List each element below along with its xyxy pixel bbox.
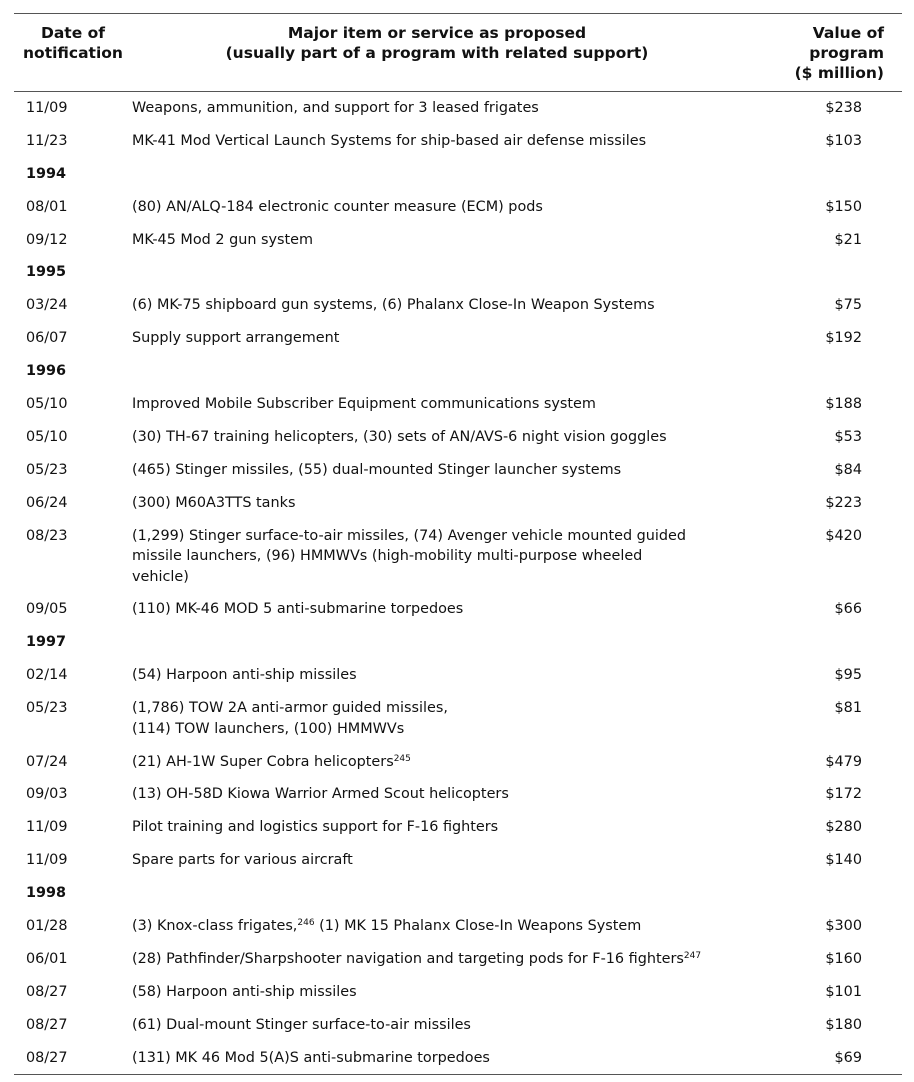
item-cell xyxy=(132,976,742,1009)
value-cell: $300 xyxy=(825,917,862,934)
table-row xyxy=(14,421,902,454)
table-row xyxy=(14,191,902,224)
year-row xyxy=(14,158,902,191)
item-cell xyxy=(132,224,742,257)
date-cell: 08/27 xyxy=(26,983,68,1000)
item-description: Weapons, ammunition, and support for 3 leased frigates xyxy=(132,100,539,116)
table-row xyxy=(14,593,902,626)
item-cell xyxy=(132,692,742,745)
table-row xyxy=(14,322,902,355)
date-cell: 03/24 xyxy=(26,297,68,314)
value-cell: $479 xyxy=(825,753,862,770)
value-cell: $192 xyxy=(825,330,862,347)
item-cell xyxy=(132,746,742,779)
item-description: (3) Knox-class frigates, xyxy=(132,917,298,934)
value-cell: $75 xyxy=(834,297,862,314)
date-cell: 08/01 xyxy=(26,198,68,215)
item-cell xyxy=(132,388,742,421)
value-cell: $172 xyxy=(825,786,862,803)
item-description: (58) Harpoon anti-ship missiles xyxy=(132,983,357,1000)
item-cell xyxy=(132,92,742,125)
header-item: Major item or service as proposed (usually part of a program with related support) xyxy=(225,24,649,62)
value-cell: $238 xyxy=(825,100,862,116)
date-cell: 05/23 xyxy=(26,461,68,478)
item-cell xyxy=(132,487,742,520)
item-cell xyxy=(132,191,742,224)
value-cell: $150 xyxy=(825,198,862,215)
value-cell: $53 xyxy=(834,428,862,445)
item-description: Improved Mobile Subscriber Equipment communications system xyxy=(132,396,596,413)
value-cell: $223 xyxy=(825,494,862,511)
item-cell xyxy=(132,593,742,626)
value-cell: $140 xyxy=(825,852,862,869)
table-row xyxy=(14,224,902,257)
table-row xyxy=(14,943,902,976)
date-cell: 07/24 xyxy=(26,753,68,770)
item-cell xyxy=(132,520,742,594)
year-label: 1998 xyxy=(26,885,67,902)
item-description: (465) Stinger missiles, (55) dual-mounted Stinger launcher systems xyxy=(132,461,622,478)
date-cell: 05/10 xyxy=(26,428,68,445)
table-row xyxy=(14,125,902,158)
date-cell: 11/09 xyxy=(26,852,68,869)
header-row xyxy=(14,14,902,92)
item-description: Spare parts for various aircraft xyxy=(132,852,353,869)
item-description: Supply support arrangement xyxy=(132,330,340,347)
value-cell: $69 xyxy=(742,1042,902,1075)
footnote-ref: 245 xyxy=(393,753,411,764)
value-cell: $81 xyxy=(834,700,862,717)
header-date: Date of notification xyxy=(23,24,123,62)
date-cell: 11/09 xyxy=(26,100,68,116)
item-description: (6) MK-75 shipboard gun systems, (6) Phalanx Close-In Weapon Systems xyxy=(132,297,655,314)
date-cell: 08/23 xyxy=(26,527,68,544)
item-description: (1,786) TOW 2A anti-armor guided missiles, (114) TOW launchers, (100) HMMWVs xyxy=(132,700,448,737)
item-description-cont: (1) MK 15 Phalanx Close-In Weapons System xyxy=(314,917,642,934)
date-cell: 06/24 xyxy=(26,494,68,511)
item-cell xyxy=(132,811,742,844)
date-cell: 11/09 xyxy=(26,819,68,836)
year-row xyxy=(14,877,902,910)
value-cell: $84 xyxy=(834,461,862,478)
footnote-ref: 247 xyxy=(683,950,702,961)
year-row xyxy=(14,355,902,388)
date-cell: 09/05 xyxy=(26,601,68,618)
value-cell: $280 xyxy=(825,819,862,836)
value-cell: $103 xyxy=(825,132,862,149)
footnote-ref: 246 xyxy=(297,917,315,928)
item-description: (1,299) Stinger surface-to-air missiles, (74) Avenger vehicle mounted guided missile launchers, (96) HMMWVs (high-mobility multi-purpose wheeled vehicle) xyxy=(132,527,687,585)
item-cell xyxy=(132,1009,742,1042)
date-cell: 09/03 xyxy=(26,786,68,803)
date-cell: 09/12 xyxy=(26,231,68,248)
table-row xyxy=(14,692,902,745)
header-value: Value of program ($ million) xyxy=(794,24,884,82)
item-cell xyxy=(132,778,742,811)
item-description: (30) TH-67 training helicopters, (30) sets of AN/AVS-6 night vision goggles xyxy=(132,428,667,445)
table-header xyxy=(14,14,902,92)
item-description: (21) AH-1W Super Cobra helicopters xyxy=(132,753,394,770)
table-row xyxy=(14,520,902,594)
item-description: (80) AN/ALQ-184 electronic counter measure (ECM) pods xyxy=(132,198,543,215)
item-cell xyxy=(132,125,742,158)
year-row xyxy=(14,626,902,659)
date-cell: 08/27 xyxy=(26,1016,68,1033)
date-cell: 06/07 xyxy=(26,330,68,347)
table-row xyxy=(14,811,902,844)
table-row xyxy=(14,1042,902,1075)
date-cell: 02/14 xyxy=(26,667,68,684)
table-row xyxy=(14,844,902,877)
item-description: Pilot training and logistics support for F-16 fighters xyxy=(132,819,499,836)
item-cell xyxy=(132,844,742,877)
table-row xyxy=(14,1009,902,1042)
year-row xyxy=(14,256,902,289)
table-row xyxy=(14,388,902,421)
table-row xyxy=(14,976,902,1009)
value-cell: $180 xyxy=(825,1016,862,1033)
date-cell: 05/10 xyxy=(26,396,68,413)
arms-sales-table xyxy=(14,13,902,1075)
table-row xyxy=(14,289,902,322)
year-label: 1996 xyxy=(26,363,67,380)
item-description: (300) M60A3TTS tanks xyxy=(132,494,296,511)
item-description: MK-45 Mod 2 gun system xyxy=(132,231,314,248)
year-label: 1995 xyxy=(26,264,67,281)
value-cell: $21 xyxy=(834,231,862,248)
date-cell: 06/01 xyxy=(26,950,68,967)
item-cell xyxy=(132,421,742,454)
item-description: (110) MK-46 MOD 5 anti-submarine torpedoes xyxy=(132,601,464,618)
value-cell: $101 xyxy=(825,983,862,1000)
item-description: (61) Dual-mount Stinger surface-to-air missiles xyxy=(132,1016,471,1033)
year-label: 1994 xyxy=(26,165,67,182)
table-row xyxy=(14,659,902,692)
value-cell: $95 xyxy=(834,667,862,684)
item-cell xyxy=(132,1042,742,1075)
date-cell: 01/28 xyxy=(26,917,68,934)
table-row xyxy=(14,746,902,779)
value-cell: $188 xyxy=(825,396,862,413)
item-cell xyxy=(132,454,742,487)
table-row xyxy=(14,910,902,943)
year-label: 1997 xyxy=(26,634,67,651)
item-description: MK-41 Mod Vertical Launch Systems for ship-based air defense missiles xyxy=(132,132,647,149)
value-cell: $160 xyxy=(825,950,862,967)
item-description: (131) MK 46 Mod 5(A)S anti-submarine torpedoes xyxy=(132,1049,490,1066)
item-cell xyxy=(132,943,742,976)
value-cell: $420 xyxy=(825,527,862,544)
item-cell xyxy=(132,322,742,355)
item-description: (28) Pathfinder/Sharpshooter navigation and targeting pods for F-16 fighters xyxy=(132,950,684,967)
item-cell xyxy=(132,289,742,322)
table-body xyxy=(14,92,902,1075)
date-cell: 05/23 xyxy=(26,700,68,717)
date-cell: 11/23 xyxy=(26,132,68,149)
table-row xyxy=(14,778,902,811)
item-cell xyxy=(132,659,742,692)
item-cell xyxy=(132,910,742,943)
item-description: (54) Harpoon anti-ship missiles xyxy=(132,667,357,684)
table-row xyxy=(14,92,902,125)
item-description: (13) OH-58D Kiowa Warrior Armed Scout helicopters xyxy=(132,786,509,803)
value-cell: $66 xyxy=(834,601,862,618)
table-row xyxy=(14,454,902,487)
table-row xyxy=(14,487,902,520)
date-cell: 08/27 xyxy=(14,1042,132,1075)
